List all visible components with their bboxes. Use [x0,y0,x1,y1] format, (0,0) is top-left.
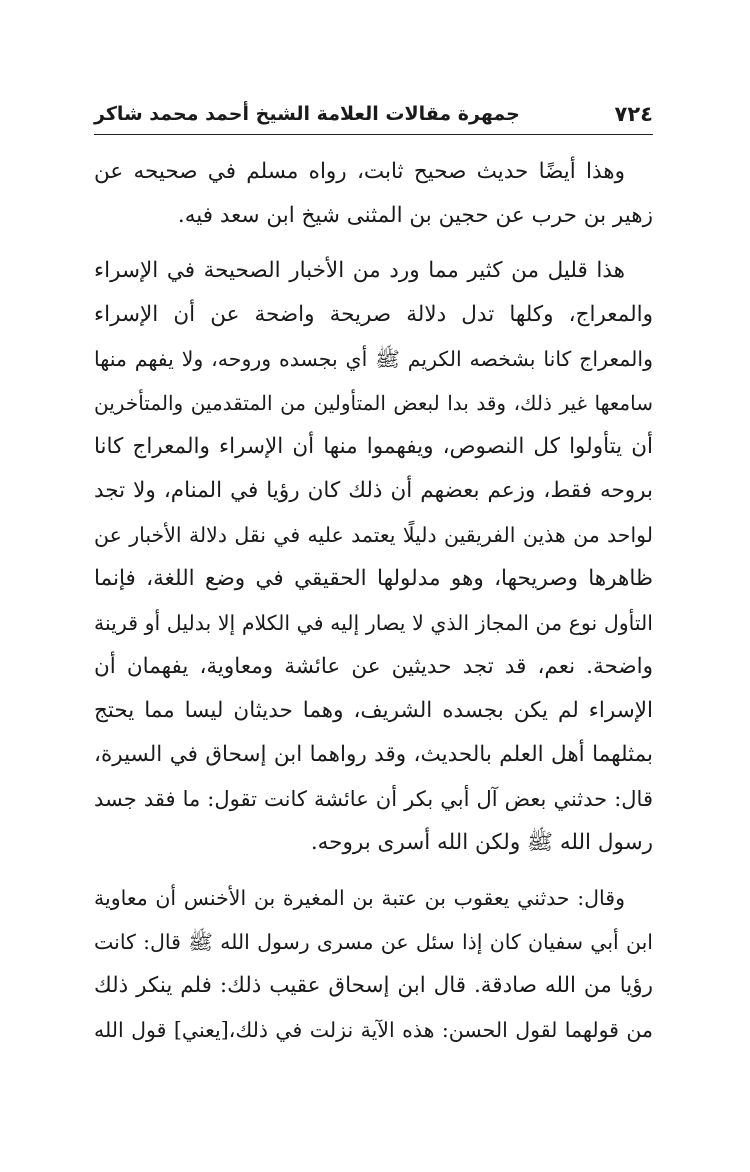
text-line: لواحد من هذين الفريقين دليلًا يعتمد عليه في نقل دلالة الأخبار عن [94,523,653,547]
text-line: من قولهما لقول الحسن: هذه الآية نزلت في ذلك،[يعني] قول الله [94,1018,653,1042]
text-line: رسول الله ﷺ ولكن الله أسرى بروحه. [310,830,653,855]
text-line: هذا قليل من كثير مما ورد من الأخبار الصحيحة في الإسراء [94,258,625,283]
paragraph-gap [94,865,653,876]
text-line: وقال: حدثني يعقوب بن عتبة بن المغيرة بن الأخنس أن معاوية [94,886,625,910]
text-line: واضحة. نعم، قد تجد حديثين عن عائشة ومعاوية، يفهمان أن [94,654,653,679]
body-text [94,150,653,1052]
text-line: ظاهرها وصريحها، وهو مدلولها الحقيقي في وضع اللغة، فإنما [94,566,653,591]
running-header [94,96,653,132]
header-rule [94,134,653,135]
text-line: والمعراج كانا بشخصه الكريم ﷺ أي بجسده وروحه، ولا يفهم منها [94,347,653,371]
text-line: سامعها غير ذلك، وقد بدا لبعض المتأولين من المتقدمين والمتأخرين [94,391,653,415]
text-line: بمثلهما أهل العلم بالحديث، وقد رواهما ابن إسحاق في السيرة، [94,742,653,767]
text-line: ابن أبي سفيان كان إذا سئل عن مسرى رسول الله ﷺ قال: كانت [94,930,653,954]
text-line: بروحه فقط، وزعم بعضهم أن ذلك كان رؤيا في المنام، ولا تجد [94,478,653,503]
paragraph-2 [94,249,653,865]
book-title: جمهرة مقالات العلامة الشيخ أحمد محمد شاكر [94,103,520,125]
paragraph-3 [94,876,653,1052]
paragraph-1 [94,150,653,238]
text-line: أن يتأولوا كل النصوص، ويفهموا منها أن الإسراء والمعراج كانا [94,434,653,459]
text-line: الإسراء لم يكن بجسده الشريف، وهما حديثان ليسا مما يحتج [94,698,653,723]
text-line: والمعراج، وكلها تدل دلالة صريحة واضحة عن أن الإسراء [94,302,653,327]
text-line: وهذا أيضًا حديث صحيح ثابت، رواه مسلم في صحيحه عن [94,159,625,184]
text-line: رؤيا من الله صادقة. قال ابن إسحاق عقيب ذلك: فلم ينكر ذلك [94,973,653,998]
paragraph-gap [94,238,653,249]
page-number: ٧٢٤ [614,102,653,126]
text-line: التأول نوع من المجاز الذي لا يصار إليه في الكلام إلا بدليل أو قرينة [94,611,653,635]
text-line: زهير بن حرب عن حجين بن المثنى شيخ ابن سعد فيه. [177,203,653,228]
text-line: قال: حدثني بعض آل أبي بكر أن عائشة كانت تقول: ما فقد جسد [94,787,653,811]
